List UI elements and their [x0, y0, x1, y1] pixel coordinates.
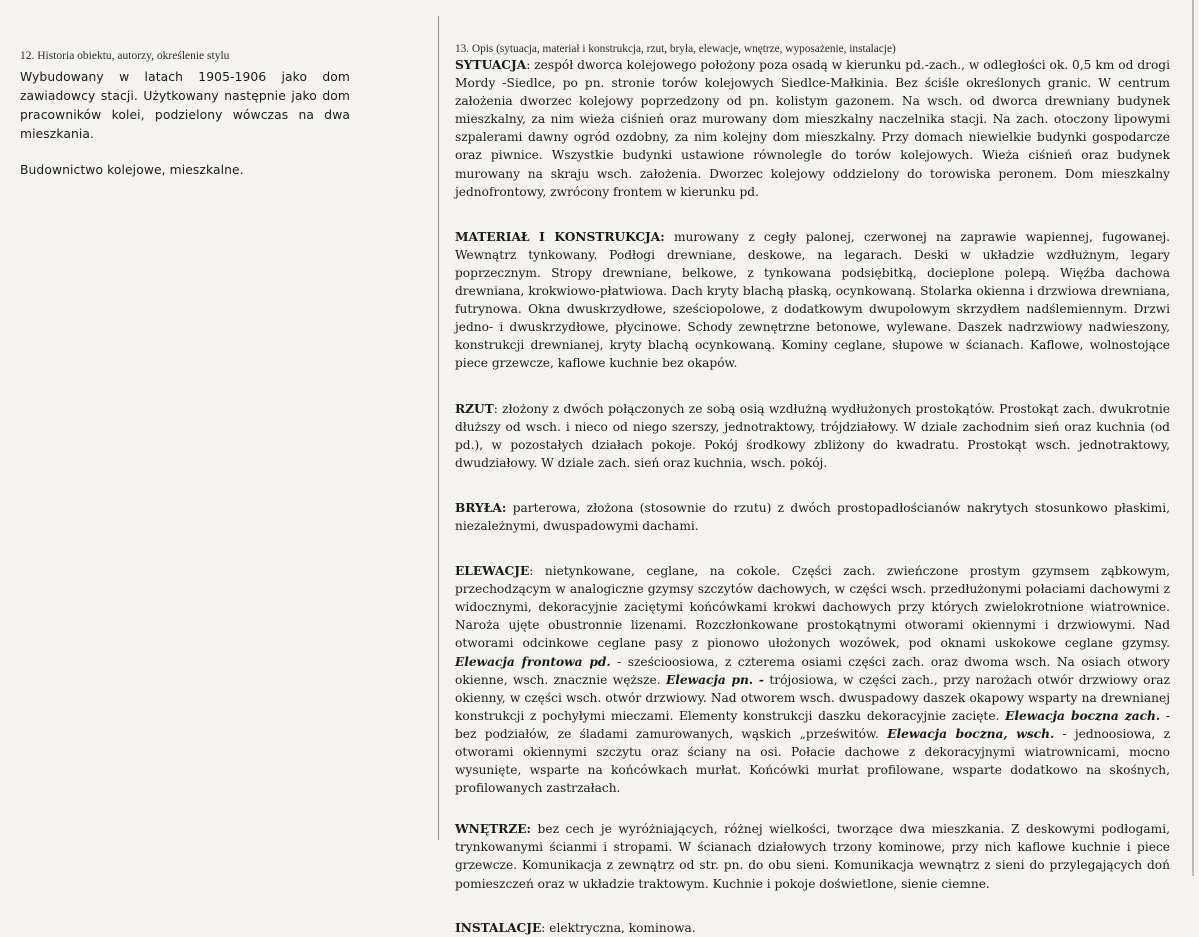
elewacje-text-4: - bez podziałów, ze śladami zamurowanych, wąskich „prześwitów. [455, 708, 1170, 741]
instalacje-label: INSTALACJE [455, 920, 542, 935]
rzut-text: : złożony z dwóch połączonych ze sobą osią wzdłużną wydłużonych prostokątów. Prostokąt zach. dwukrotnie dłuższy od wsch. i nieco od niego szerszy, jednotraktowy, trójdziałowy. W dziale zachodnim sień oraz kuchnia (od pd.), w pozostałych działach pokoje. Pokój środkowy zbliżony do kwadratu. Prostokąt wsch. jednotraktowy, dwudziałowy. W dziale zach. sień oraz kuchnia, wsch. pokój. [455, 401, 1170, 470]
rzut-label: RZUT [455, 401, 494, 416]
elewacja-wsch-label: Elewacja boczna, wsch. [887, 726, 1055, 741]
elewacje-text-5: - jednoosiowa, z otworami okiennymi szczytu oraz ściany na osi. Połacie dachowe z dekoracyjnymi wiatrownicami, mocno wysunięte, wsparte na końcówkach murłat. Końcówki murłat profilowane, wsparte dodatkowo na skośnych, profilowanych zastrzałach. [455, 726, 1171, 796]
rzut-section [455, 400, 1170, 472]
material-label: MATERIAŁ I KONSTRUKCJA: [455, 229, 665, 244]
instalacje-text: : elektryczna, kominowa. [541, 920, 696, 935]
style-paragraph: Budownictwo kolejowe, mieszkalne. [20, 163, 244, 177]
elewacje-section [455, 562, 1170, 797]
elewacje-label: ELEWACJE [455, 564, 530, 579]
elewacje-text-3: trójosiowa, w części zach., przy narożach otwór drzwiowy oraz okienny, w części wsch. otwór drzwiowy. Nad otworem wsch. dwuspadowy daszek okapowy wsparty na drewnianej konstrukcji z pochyłymi mieczami. Elementy konstrukcji daszku dekoracyjnie zacięte. [455, 672, 1170, 723]
section-12-header: 12. Historia obiektu, autorzy, określenie stylu [20, 50, 230, 62]
sytuacja-section [455, 56, 1170, 201]
sytuacja-text: : zespół dworca kolejowego położony poza osadą w kierunku pd.-zach., w odległości ok. 0,5 km od drogi Mordy -Siedlce, po pn. stronie torów kolejowych Siedlce-Małkinia. Bez ściśle określonych granic. W centrum założenia dworzec kolejowy poprzedzony od pn. kolistym gazonem. Na wsch. od dworca drewniany budynek mieszkalny, za nim wieża ciśnień oraz murowany dom mieszkalny naczelnika stacji. Na zach. otoczony lipowymi szpalerami dawny ogród ozdobny, za nim kolejny dom mieszkalny. Przy domach niewielkie budynki gospodarcze oraz piwnice. Wszystkie budynki ustawione równolegle do torów kolejowych. Wieża ciśnień oraz budynek murowany na skraju wsch. założenia. Dworzec kolejowy oddzielony do torowiska peronem. Dom mieszkalny jednofrontowy, zwrócony frontem w kierunku pd. [455, 58, 1170, 199]
wnetrze-text: bez cech je wyróżniających, różnej wielkości, tworzące dwa mieszkania. Z deskowymi podłogami, trynkowanymi ścianmi i stropami. W ścianach działowych trzony kominowe, przy nich kaflowe kuchnie i piece grzewcze. Komunikacja z zewnątrz od str. pn. do obu sieni. Komunikacja wewnątrz z sieni do przylegających doń pomieszczeń oraz w układzie traktowym. Kuchnie i pokoje doświetlone, sienie ciemne. [455, 822, 1170, 891]
instalacje-section [455, 919, 1170, 937]
elewacje-text-1: : nietynkowane, ceglane, na cokole. Części zach. zwieńczone prostym gzymsem ząbkowym, przechodzącym w analogiczne gzymsy szczytów dachowych, w części wsch. przedłużonymi połaciami dachowymi z widocznymi, dekoracyjnie zaciętymi końcówkami krokwi dachowych przy których zwielokrotnione wiatrownice. Naroża ujęte obustronnie lizenami. Rozczłonkowane prostokątnymi otworami okiennymi i drzwiowymi. Nad otworami odcinkowe ceglane pasy z pionowo ułożonych wozówek, pod oknami uskokowe ceglane gzymsy. [455, 564, 1170, 651]
left-column [20, 50, 350, 180]
section-13-header: 13. Opis (sytuacja, materiał i konstrukcja, rzut, bryła, elewacje, wnętrze, wyposażenie, instalacje) [455, 43, 896, 55]
bryla-text: parterowa, złożona (stosownie do rzutu) z dwóch prostopadłościanów nakrytych stosunkowo płaskimi, niezależnymi, dwuspadowymi dachami. [455, 500, 1170, 533]
sytuacja-label: SYTUACJA [455, 58, 527, 72]
page-edge-line [1192, 0, 1194, 876]
material-text: murowany z cegły palonej, czerwonej na zaprawie wapiennej, fugowanej. Wewnątrz tynkowany. Podłogi drewniane, deskowe, na legarach. Deski w układzie wzdłużnym, legary poprzecznym. Stropy drewniane, belkowe, z tynkowana podsiębitką, docieplone polepą. Więźba dachowa drewniana, krokwiowo-płatwiowa. Dach kryty blachą płaską, ocynkowaną. Stolarka okienna i drzwiowa drewniana, futrynowa. Okna dwuskrzydłowe, sześciopolowe, z dodatkowym dwupolowym skrzydłem nadślemiennym. Drzwi jedno- i dwuskrzydłowe, płycinowe. Schody zewnętrzne betonowe, wylewane. Daszek nadrzwiowy nadwieszony, konstrukcji drewnianej, kryty blachą ocynkowaną. Kominy ceglane, słupowe w ścianach. Kaflowe, wolnostojące piece grzewcze, kaflowe kuchnie bez okapów. [455, 229, 1170, 371]
column-divider [438, 16, 439, 840]
bryla-section [455, 499, 1170, 535]
elewacja-frontowa-label: Elewacja frontowa pd. [455, 654, 611, 669]
bryla-label: BRYŁA: [455, 500, 507, 515]
elewacja-pn-label: Elewacja pn. - [665, 672, 764, 687]
wnetrze-section [455, 820, 1170, 892]
material-section [455, 228, 1170, 373]
history-paragraph: Wybudowany w latach 1905-1906 jako dom zawiadowcy stacji. Użytkowany następnie jako dom pracowników kolei, podzielony wówczas na dwa mieszkania. [20, 70, 350, 141]
elewacje-text-2: - sześcioosiowa, z czterema osiami części zach. oraz dwoma wsch. Na osiach otwory okienne, wsch. znacznie węższe. [455, 654, 1170, 687]
right-column [455, 43, 1170, 937]
elewacja-zach-label: Elewacja boczna zach. [1005, 708, 1161, 723]
wnetrze-label: WNĘTRZE: [455, 822, 531, 837]
